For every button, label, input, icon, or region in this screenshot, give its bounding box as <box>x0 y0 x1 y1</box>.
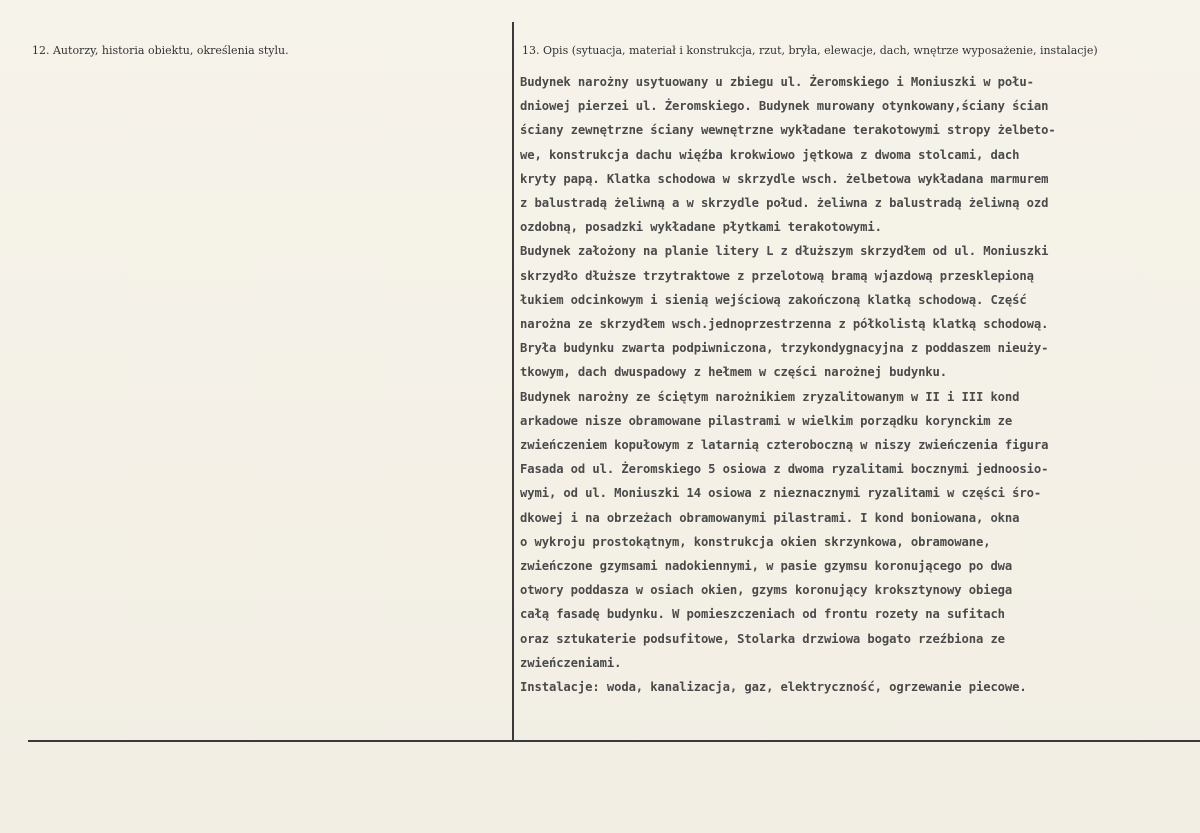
description-line: oraz sztukaterie podsufitowe, Stolarka drzwiowa bogato rzeźbiona ze <box>520 631 1005 646</box>
description-line: dkowej i na obrzeżach obramowanymi pilastrami. I kond boniowana, okna <box>520 510 1020 525</box>
description-line: Budynek założony na planie litery L z dłuższym skrzydłem od ul. Moniuszki <box>520 244 1049 259</box>
description-line: narożna ze skrzydłem wsch.jednoprzestrzenna z półkolistą klatką schodową. <box>520 317 1049 332</box>
description-line: Budynek narożny ze ściętym narożnikiem zryzalitowanym w II i III kond <box>520 389 1020 404</box>
description-line: Bryła budynku zwarta podpiwniczona, trzykondygnacyjna z poddaszem nieuży- <box>520 341 1049 356</box>
description-line: ściany zewnętrzne ściany wewnętrzne wykładane terakotowymi stropy żelbeto- <box>520 123 1056 138</box>
description-line: całą fasadę budynku. W pomieszczeniach od frontu rozety na sufitach <box>520 607 1005 622</box>
description-line: zwieńczeniami. <box>520 655 622 670</box>
description-line: zwieńczone gzymsami nadokiennymi, w pasie gzymsu koronującego po dwa <box>520 559 1013 574</box>
description-line: dniowej pierzei ul. Żeromskiego. Budynek murowany otynkowany,ściany ścian <box>520 99 1049 114</box>
description-line: ozdobną, posadzki wykładane płytkami terakotowymi. <box>520 220 882 235</box>
description-text <box>520 70 1160 699</box>
column-divider <box>512 22 514 740</box>
description-line: arkadowe nisze obramowane pilastrami w wielkim porządku korynckim ze <box>520 413 1013 428</box>
description-line: łukiem odcinkowym i sienią wejściową zakończoną klatką schodową. Część <box>520 292 1027 307</box>
description-line: o wykroju prostokątnym, konstrukcja okien skrzynkowa, obramowane, <box>520 534 991 549</box>
section-13-heading: 13. Opis (sytuacja, materiał i konstrukcja, rzut, bryła, elewacje, dach, wnętrze wyposażenie, instalacje) <box>522 44 1098 57</box>
description-line: zwieńczeniem kopułowym z latarnią czteroboczną w niszy zwieńczenia figura <box>520 438 1049 453</box>
description-line: Instalacje: woda, kanalizacja, gaz, elektryczność, ogrzewanie piecowe. <box>520 680 1027 695</box>
description-line: z balustradą żeliwną a w skrzydle połud. żeliwna z balustradą żeliwną ozd <box>520 196 1049 211</box>
description-line: tkowym, dach dwuspadowy z hełmem w części narożnej budynku. <box>520 365 948 380</box>
description-line: wymi, od ul. Moniuszki 14 osiowa z nieznacznymi ryzalitami w części śro- <box>520 486 1042 501</box>
bottom-rule <box>28 740 1200 742</box>
section-12-heading: 12. Autorzy, historia obiektu, określenia stylu. <box>32 44 289 57</box>
description-line: we, konstrukcja dachu więźba krokwiowo jętkowa z dwoma stolcami, dach <box>520 147 1020 162</box>
description-line: Fasada od ul. Żeromskiego 5 osiowa z dwoma ryzalitami bocznymi jednoosio- <box>520 462 1049 477</box>
description-line: Budynek narożny usytuowany u zbiegu ul. Żeromskiego i Moniuszki w połu- <box>520 75 1034 89</box>
description-line: otwory poddasza w osiach okien, gzyms koronujący kroksztynowy obiega <box>520 583 1013 598</box>
description-line: kryty papą. Klatka schodowa w skrzydle wsch. żelbetowa wykładana marmurem <box>520 171 1049 186</box>
description-line: skrzydło dłuższe trzytraktowe z przelotową bramą wjazdową przesklepioną <box>520 268 1034 283</box>
